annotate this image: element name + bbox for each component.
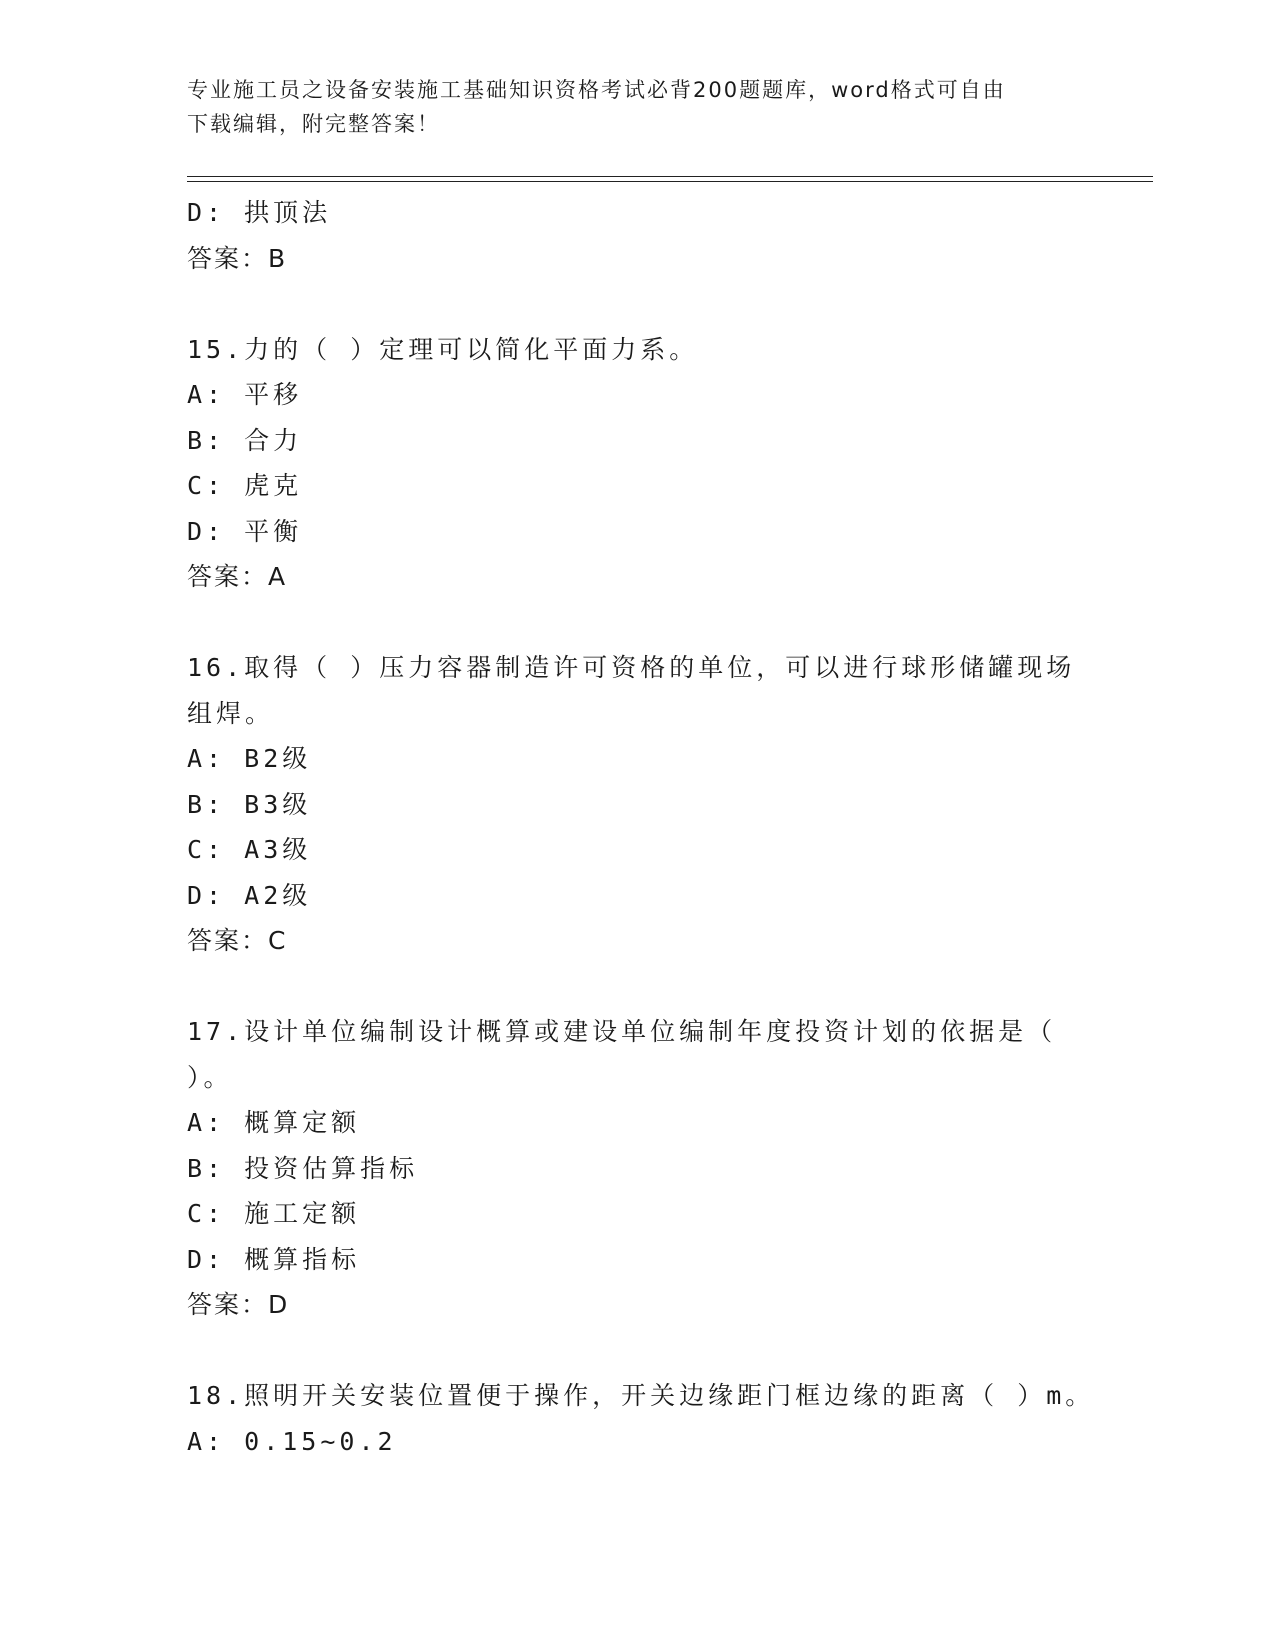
option-c: C: 虎克 (187, 471, 303, 500)
option-a: A: B2级 (187, 744, 312, 773)
question-text-cont: 组焊。 (187, 698, 275, 728)
option-a: A: 概算定额 (187, 1108, 361, 1137)
header-title-line1: 专业施工员之设备安装施工基础知识资格考试必背200题题库，word格式可自由 (187, 78, 1006, 102)
document-header (187, 73, 1067, 141)
spacer (187, 281, 1087, 327)
question-list (187, 190, 1095, 1464)
answer-line: 答案：D (187, 1290, 290, 1319)
option-c: C: 施工定额 (187, 1199, 361, 1228)
option-d: D: 概算指标 (187, 1244, 361, 1274)
question-text: 16.取得（ ）压力容器制造许可资格的单位，可以进行球形储罐现场 (187, 653, 1076, 682)
option-d: D: 拱顶法 (187, 198, 332, 227)
question-text: 18.照明开关安装位置便于操作，开关边缘距门框边缘的距离（ ）m。 (187, 1381, 1095, 1410)
option-b: B: 合力 (187, 425, 303, 455)
answer-line: 答案：C (187, 926, 288, 955)
option-a: A: 平移 (187, 380, 303, 409)
option-a: A: 0.15~0.2 (187, 1426, 397, 1456)
option-b: B: 投资估算指标 (187, 1153, 419, 1183)
header-divider-top (187, 176, 1153, 177)
option-b: B: B3级 (187, 789, 312, 819)
question-text: 15.力的（ ）定理可以简化平面力系。 (187, 334, 699, 364)
spacer (187, 1328, 1087, 1374)
answer-line: 答案：B (187, 243, 288, 273)
option-d: D: 平衡 (187, 516, 303, 546)
answer-line: 答案：A (187, 562, 288, 591)
question-text: 17.设计单位编制设计概算或建设单位编制年度投资计划的依据是（ (187, 1017, 1057, 1046)
header-title-line2: 下载编辑，附完整答案！ (187, 112, 440, 136)
option-c: C: A3级 (187, 835, 312, 864)
spacer (187, 964, 1087, 1010)
header-divider-bottom (187, 181, 1153, 182)
spacer (187, 600, 1087, 646)
question-text-cont: ）。 (187, 1062, 233, 1092)
option-d: D: A2级 (187, 880, 312, 910)
